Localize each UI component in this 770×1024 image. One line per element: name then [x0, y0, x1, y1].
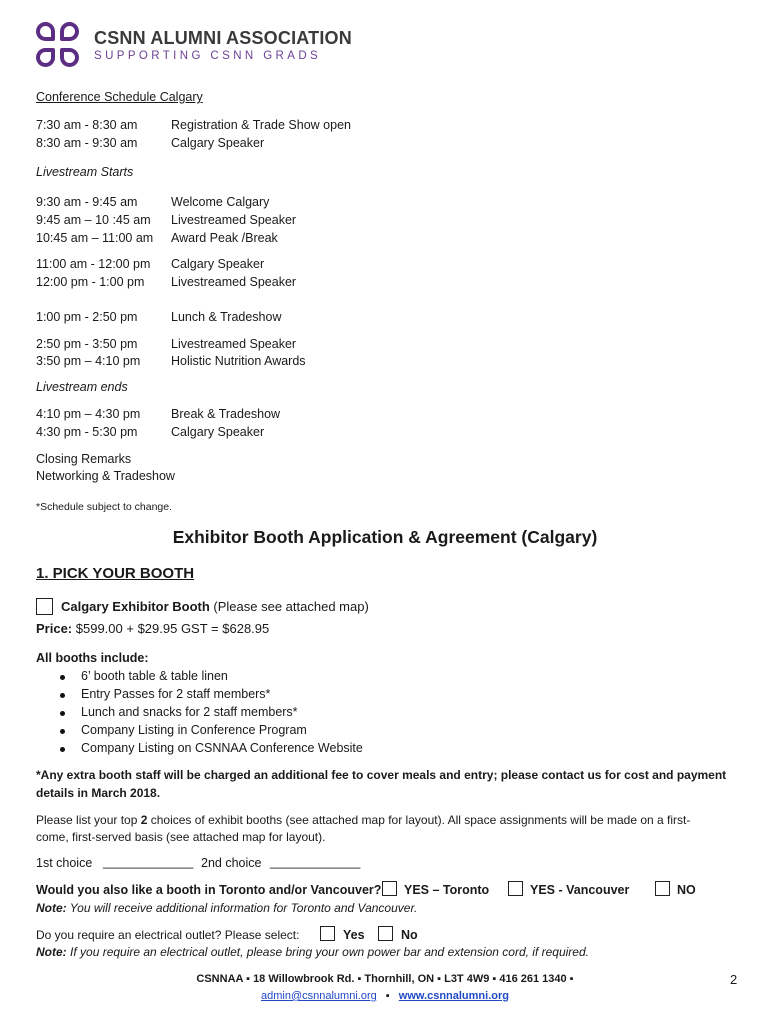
schedule-time: 1:00 pm - 2:50 pm [36, 310, 138, 324]
logo [36, 22, 86, 72]
schedule-title: Conference Schedule Calgary [36, 90, 203, 104]
includes-title: All booths include: [36, 651, 149, 665]
include-item: 6’ booth table & table linen [81, 669, 228, 683]
schedule-event: Break & Tradeshow [171, 407, 281, 421]
schedule-time: 4:10 pm – 4:30 pm [36, 407, 141, 421]
bullet-dot [60, 711, 65, 716]
org-name: CSNN ALUMNI ASSOCIATION [94, 28, 352, 48]
schedule-event: Livestreamed Speaker [171, 213, 297, 227]
choices-text-b: choices of exhibit booths (see attached map for layout). All space assignments will be made on a first- [147, 813, 691, 827]
schedule-event: Livestreamed Speaker [171, 337, 297, 351]
logo-petal [60, 48, 79, 67]
schedule-event: Welcome Calgary [171, 195, 270, 209]
second-choice-label: 2nd choice [201, 856, 262, 870]
note-text: You will receive additional information for Toronto and Vancouver. [69, 901, 418, 915]
logo-petal [60, 22, 79, 41]
choices-count: 2 [140, 813, 148, 827]
booth-note: (Please see attached map) [213, 599, 369, 614]
schedule-time: 11:00 am - 12:00 pm [36, 257, 151, 271]
livestream-start-label: Livestream Starts [36, 165, 134, 179]
page-number: 2 [730, 972, 738, 987]
include-item: Lunch and snacks for 2 staff members* [81, 705, 298, 719]
toronto-option-label: YES – Toronto [404, 883, 490, 897]
org-tagline: SUPPORTING CSNN GRADS [94, 50, 322, 62]
bullet-dot [60, 729, 65, 734]
electrical-note [36, 945, 589, 959]
extra-staff-note-2: details in March 2018. [36, 786, 161, 800]
choices-instruction-2: come, first-served basis (see attached map for layout). [36, 830, 326, 844]
schedule-event: Holistic Nutrition Awards [171, 354, 306, 368]
electrical-yes-label: Yes [343, 928, 365, 942]
footer-separator: ▪ [385, 990, 390, 1002]
schedule-time: 12:00 pm - 1:00 pm [36, 275, 145, 289]
schedule-time: 9:30 am - 9:45 am [36, 195, 138, 209]
price-line [36, 621, 269, 636]
other-city-question: Would you also like a booth in Toronto and/or Vancouver? [36, 883, 382, 897]
section-title: 1. PICK YOUR BOOTH [36, 565, 195, 582]
bullet-dot [60, 693, 65, 698]
price-value: $599.00 + $29.95 GST = $628.95 [75, 621, 270, 636]
website-link[interactable]: www.csnnalumni.org [398, 990, 509, 1002]
first-choice-label: 1st choice [36, 856, 93, 870]
schedule-event: Calgary Speaker [171, 136, 265, 150]
note-text: If you require an electrical outlet, please bring your own power bar and extension cord, if required. [70, 945, 589, 959]
closing-networking: Networking & Tradeshow [36, 469, 175, 483]
schedule-time: 8:30 am - 9:30 am [36, 136, 138, 150]
footer-address: CSNNAA ▪ 18 Willowbrook Rd. ▪ Thornhill, ON ▪ L3T 4W9 ▪ 416 261 1340 ▪ [196, 973, 574, 985]
price-label: Price: [36, 621, 73, 636]
schedule-time: 3:50 pm – 4:10 pm [36, 354, 141, 368]
logo-petal [36, 48, 55, 67]
electrical-no-checkbox[interactable] [378, 926, 393, 941]
schedule-event: Calgary Speaker [171, 425, 265, 439]
schedule-time: 9:45 am – 10 :45 am [36, 213, 151, 227]
include-item: Company Listing in Conference Program [81, 723, 307, 737]
logo-petal [36, 22, 55, 41]
footer-links [0, 990, 770, 1002]
schedule-event: Award Peak /Break [171, 231, 278, 245]
booth-option [61, 599, 369, 614]
schedule-note: *Schedule subject to change. [36, 501, 173, 513]
electrical-no-label: No [401, 928, 418, 942]
schedule-time: 10:45 am – 11:00 am [36, 231, 154, 245]
second-choice-input[interactable]: _____________ [270, 855, 361, 869]
schedule-time: 4:30 pm - 5:30 pm [36, 425, 138, 439]
livestream-end-label: Livestream ends [36, 380, 128, 394]
schedule-event: Registration & Trade Show open [171, 118, 351, 132]
email-link[interactable]: admin@csnnalumni.org [261, 990, 377, 1002]
schedule-event: Livestreamed Speaker [171, 275, 297, 289]
schedule-time: 2:50 pm - 3:50 pm [36, 337, 138, 351]
electrical-yes-checkbox[interactable] [320, 926, 335, 941]
note-label: Note: [36, 901, 67, 915]
bullet-dot [60, 747, 65, 752]
booth-label: Calgary Exhibitor Booth [61, 599, 210, 614]
schedule-event: Calgary Speaker [171, 257, 265, 271]
choices-instruction [36, 813, 690, 827]
include-item: Company Listing on CSNNAA Conference Website [81, 741, 363, 755]
include-item: Entry Passes for 2 staff members* [81, 687, 271, 701]
other-city-note [36, 901, 417, 915]
no-booth-checkbox[interactable] [655, 881, 670, 896]
no-option-label: NO [677, 883, 696, 897]
closing-remarks: Closing Remarks [36, 452, 132, 466]
calgary-booth-checkbox[interactable] [36, 598, 53, 615]
choices-text-a: Please list your top [36, 813, 141, 827]
schedule-time: 7:30 am - 8:30 am [36, 118, 138, 132]
toronto-checkbox[interactable] [382, 881, 397, 896]
vancouver-checkbox[interactable] [508, 881, 523, 896]
extra-staff-note: *Any extra booth staff will be charged an additional fee to cover meals and entry; please contact us for cost and payment [36, 768, 727, 782]
vancouver-option-label: YES - Vancouver [530, 883, 630, 897]
electrical-question: Do you require an electrical outlet? Please select: [36, 928, 300, 942]
bullet-dot [60, 675, 65, 680]
first-choice-input[interactable]: _____________ [103, 855, 194, 869]
schedule-event: Lunch & Tradeshow [171, 310, 282, 324]
form-title: Exhibitor Booth Application & Agreement (Calgary) [172, 527, 598, 547]
note-label: Note: [36, 945, 67, 959]
